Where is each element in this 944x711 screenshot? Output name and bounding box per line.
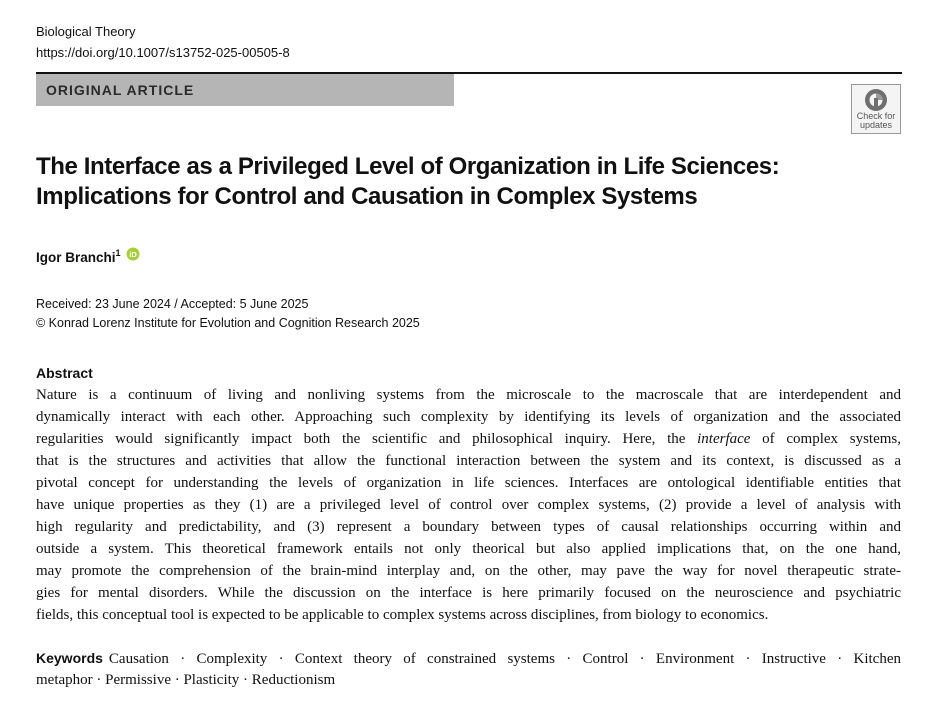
abstract-line: have unique properties as they (1) are a privileged level of control over complex systems, (2) provide a level of analysis with (36, 497, 901, 513)
keywords-line: metaphor · Permissive · Plasticity · Reductionism (36, 672, 336, 688)
abstract-line: high regularity and predictability, and (3) represent a boundary between types of causal relationships occurring within and (36, 519, 901, 535)
title-line-1: The Interface as a Privileged Level of Organization in Life Sciences: (36, 153, 780, 180)
abstract-emphasis: interface (697, 431, 751, 447)
keywords-list: Causation · Complexity · Context theory of constrained systems · Control · Environment · Instructive · Kitchen (108, 651, 901, 667)
orcid-label: iD (129, 250, 138, 259)
keywords-line (36, 647, 901, 669)
keywords-section (36, 647, 901, 691)
abstract-line: outside a system. This theoretical framework entails not only theorical but also applied implications that, on the one hand, (36, 541, 901, 557)
abstract-line-part: regularities would significantly impact both the scientific and philosophical inquiry. Here, the (36, 431, 686, 447)
abstract-line-part: of complex systems, (750, 431, 902, 447)
abstract-text (36, 384, 901, 626)
title-line-2: Implications for Control and Causation in Complex Systems (36, 183, 698, 210)
journal-name: Biological Theory (36, 24, 136, 39)
abstract-line: that is the structures and activities that allow the functional interaction between the system and its context, is discussed as a (36, 453, 901, 469)
abstract-line: fields, this conceptual tool is expected to be applicable to complex systems across disciplines, from biology to economics. (36, 607, 769, 623)
received-accepted-dates: Received: 23 June 2024 / Accepted: 5 June 2025 (36, 297, 309, 311)
keywords-label: Keywords (36, 650, 103, 666)
check-updates-line1: Check for (856, 111, 896, 121)
article-title (36, 152, 896, 212)
check-for-updates-icon (864, 88, 888, 112)
article-type-banner: ORIGINAL ARTICLE (36, 74, 454, 106)
check-updates-line2: updates (859, 120, 893, 130)
abstract-line: gies for mental disorders. While the discussion on the interface is here primarily focused on the neuroscience and psychiatric (36, 585, 901, 601)
orcid-icon[interactable] (126, 247, 140, 266)
author-line (36, 244, 140, 267)
abstract-line: Nature is a continuum of living and nonliving systems from the microscale to the macroscale that are interdependent and (36, 387, 901, 403)
copyright-notice: © Konrad Lorenz Institute for Evolution and Cognition Research 2025 (36, 316, 420, 330)
doi-link[interactable]: https://doi.org/10.1007/s13752-025-00505-8 (36, 45, 290, 60)
affiliation-mark: 1 (115, 248, 121, 258)
check-for-updates-button[interactable] (851, 84, 901, 134)
abstract-line (36, 428, 901, 450)
abstract-line: pivotal concept for understanding the levels of organization in life sciences. Interfaces are ontological identifiable entities that (36, 475, 901, 491)
abstract-line: dynamically interact with each other. Approaching such complexity by identifying its levels of organization and the associated (36, 409, 901, 425)
author-name[interactable]: Igor Branchi (36, 250, 116, 265)
abstract-line: may promote the comprehension of the brain-mind interplay and, on the other, may pave the way for novel therapeutic strate- (36, 563, 901, 579)
abstract-heading: Abstract (36, 365, 93, 381)
